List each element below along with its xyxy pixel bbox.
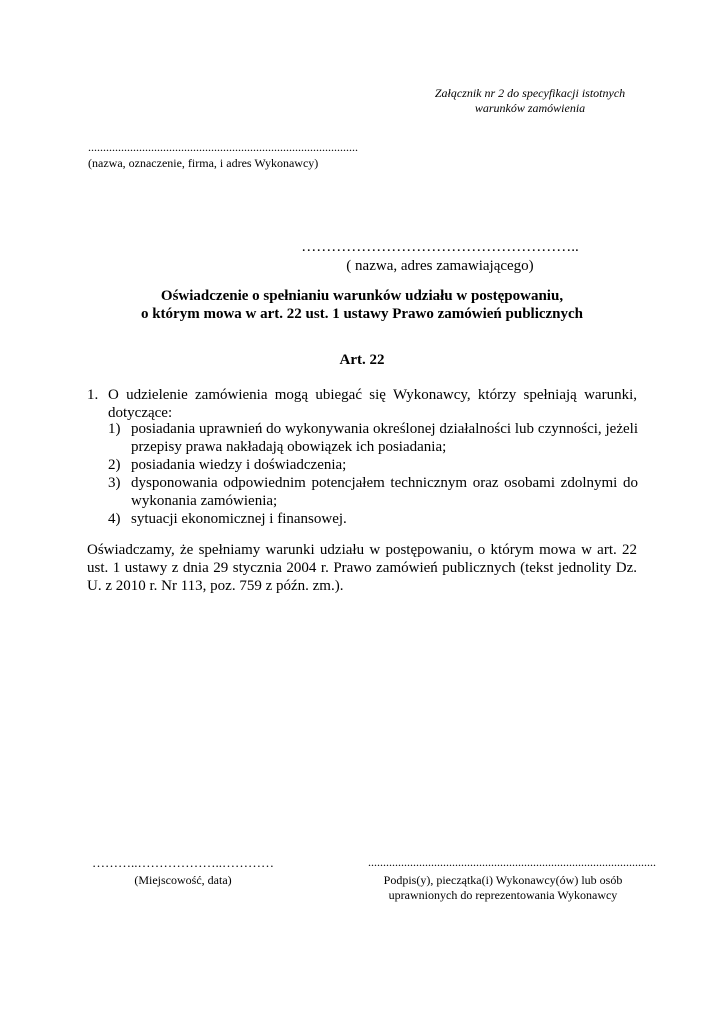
article-heading: Art. 22: [339, 352, 385, 368]
conditions-list: [108, 420, 638, 528]
document-title: [60, 287, 664, 323]
signature-dots: ................................................................................................: [368, 855, 656, 869]
condition-number: 3): [108, 475, 121, 491]
signature-block: [368, 855, 656, 903]
declaration-paragraph: Oświadczamy, że spełniamy warunki udziału w postępowaniu, o którym mowa w art. 22 ust. 1 ustawy z dnia 29 stycznia 2004 r. Prawo zamówień publicznych (tekst jednolity Dz. U. z 2010 r. Nr 113, poz. 759 z późn. zm.).: [87, 542, 637, 594]
signature-caption-line-1: Podpis(y), pieczątka(i) Wykonawcy(ów) lub osób: [383, 873, 623, 887]
place-date-caption: (Miejscowość, data): [134, 873, 232, 887]
place-date-block: [88, 855, 278, 888]
condition-item: [108, 420, 638, 456]
annex-line-1: Załącznik nr 2 do specyfikacji istotnych: [434, 86, 626, 100]
condition-text: posiadania wiedzy i doświadczenia;: [131, 457, 347, 473]
condition-number: 2): [108, 457, 121, 473]
title-line-1: Oświadczenie o spełnianiu warunków udziału w postępowaniu,: [160, 288, 564, 304]
contractor-dots: ..........................................................................................: [88, 140, 358, 154]
ordering-party-block: [290, 238, 590, 276]
title-line-2: o którym mowa w art. 22 ust. 1 ustawy Prawo zamówień publicznych: [140, 306, 584, 322]
condition-text: posiadania uprawnień do wykonywania określonej działalności lub czynności, jeżeli przepisy prawa nakładają obowiązek ich posiadania;: [131, 421, 638, 455]
contractor-caption: (nazwa, oznaczenie, firma, i adres Wykonawcy): [88, 156, 319, 170]
condition-item: [108, 456, 638, 474]
condition-number: 4): [108, 511, 121, 527]
condition-number: 1): [108, 421, 121, 437]
condition-item: [108, 510, 638, 528]
ordering-party-caption: ( nazwa, adres zamawiającego): [346, 258, 534, 274]
paragraph-1-text: O udzielenie zamówienia mogą ubiegać się Wykonawcy, którzy spełniają warunki, dotyczące:: [108, 387, 637, 421]
condition-text: dysponowania odpowiednim potencjałem technicznym oraz osobami zdolnymi do wykonania zamówienia;: [131, 475, 638, 509]
annex-line-2: warunków zamówienia: [474, 101, 586, 115]
paragraph-1: [87, 386, 637, 422]
condition-item: [108, 474, 638, 510]
condition-text: sytuacji ekonomicznej i finansowej.: [131, 511, 347, 527]
ordering-party-dots: ………………………………………………..: [301, 239, 579, 255]
signature-caption-line-2: uprawnionych do reprezentowania Wykonawcy: [388, 888, 618, 902]
paragraph-1-number: 1.: [87, 387, 99, 403]
annex-note: [400, 86, 660, 116]
place-date-dots: ………..………………..…………: [92, 855, 274, 870]
